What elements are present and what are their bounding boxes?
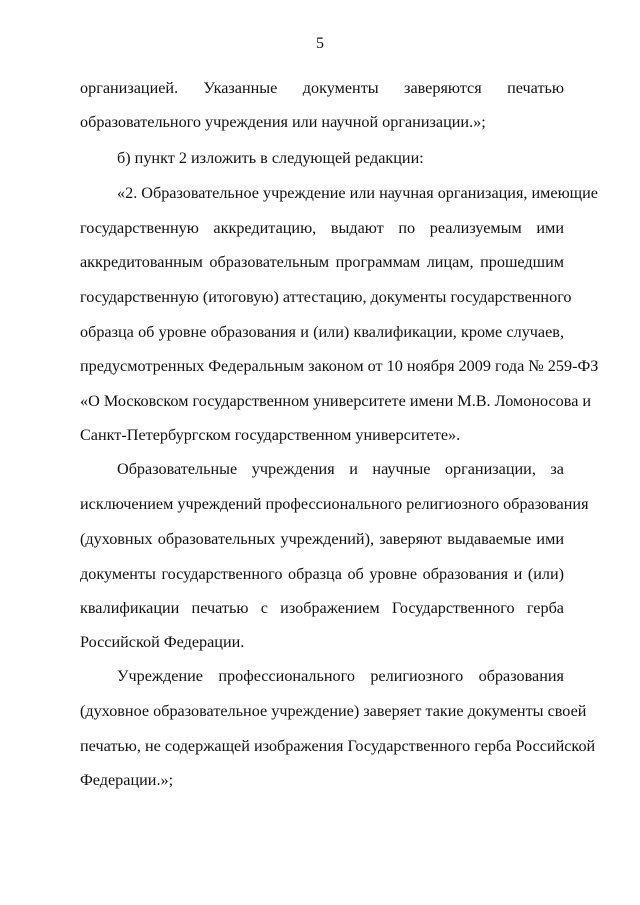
text-line: «О Московском государственном университете имени М.В. Ломоносова и bbox=[80, 392, 592, 410]
text-line: образца об уровне образования и (или) квалификации, кроме случаев, bbox=[80, 323, 564, 341]
text-line: Образовательные учреждения и научные организации, за bbox=[117, 460, 564, 478]
text-line: исключением учреждений профессионального религиозного образования bbox=[80, 495, 589, 513]
text-line: (духовное образовательное учреждение) заверяет такие документы своей bbox=[80, 702, 587, 720]
text-line: образовательного учреждения или научной организации.»; bbox=[80, 113, 486, 131]
text-line: печатью, не содержащей изображения Государственного герба Российской bbox=[80, 737, 596, 755]
text-line: организацией. Указанные документы заверяются печатью bbox=[80, 79, 564, 97]
text-line: Российской Федерации. bbox=[80, 633, 245, 651]
text-line: документы государственного образца об уровне образования и (или) bbox=[80, 565, 564, 583]
page-number: 5 bbox=[316, 35, 324, 52]
text-line: квалификации печатью с изображением Государственного герба bbox=[80, 599, 564, 617]
text-line: б) пункт 2 изложить в следующей редакции: bbox=[117, 149, 424, 167]
text-line: Федерации.»; bbox=[80, 771, 174, 789]
text-line: предусмотренных Федеральным законом от 10 ноября 2009 года № 259-ФЗ bbox=[80, 357, 599, 375]
text-line: (духовных образовательных учреждений), заверяют выдаваемые ими bbox=[80, 530, 564, 548]
text-line: государственную аккредитацию, выдают по реализуемым ими bbox=[80, 219, 564, 237]
text-line: Санкт-Петербургском государственном университете». bbox=[80, 426, 461, 444]
text-line: аккредитованным образовательным программам лицам, прошедшим bbox=[80, 253, 564, 271]
text-line: Учреждение профессионального религиозного образования bbox=[117, 667, 564, 685]
text-line: «2. Образовательное учреждение или научная организация, имеющие bbox=[117, 184, 598, 202]
text-line: государственную (итоговую) аттестацию, документы государственного bbox=[80, 288, 572, 306]
